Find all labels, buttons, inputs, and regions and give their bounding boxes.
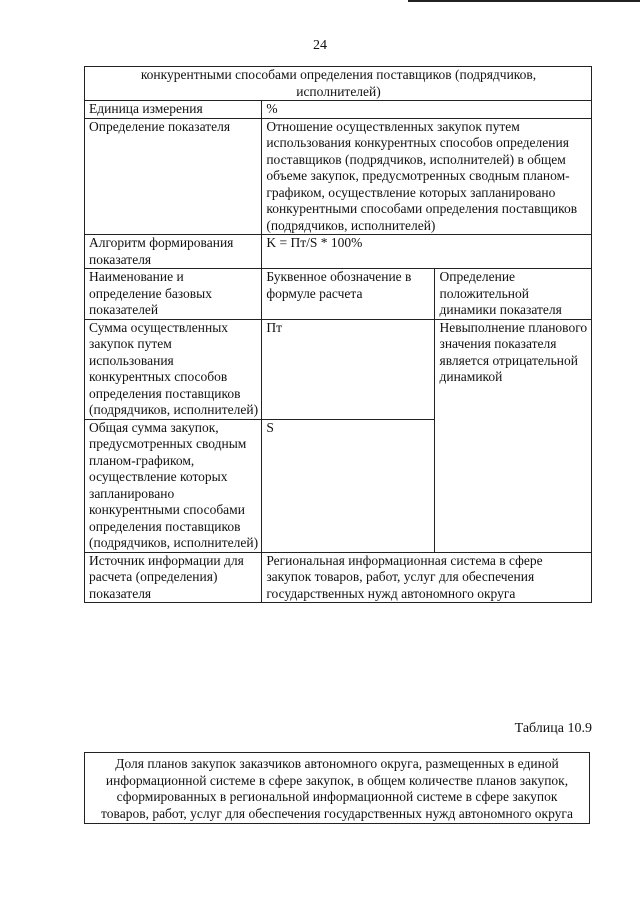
source-value: Региональная информационная система в сфере закупок товаров, работ, услуг для обеспечения государственных нужд автономного округа — [262, 552, 592, 603]
base-indicators-header: Наименование и определение базовых показателей — [85, 269, 262, 320]
definition-value: Отношение осуществленных закупок путем использования конкурентных способов определения поставщиков (подрядчиков, исполнителей) в общем объеме закупок, предусмотренных сводным планом-графиком, осуществление которых запланировано конкурентными способами определения поставщиков (подрядчиков, исполнителей) — [262, 118, 592, 235]
table-row-header-continuation — [85, 67, 592, 101]
table-caption: Таблица 10.9 — [514, 721, 592, 736]
dynamics-header: Определение положительной динамики показателя — [435, 269, 592, 320]
page-number: 24 — [313, 38, 327, 53]
table-row-algorithm — [85, 235, 592, 269]
table-row-definition — [85, 118, 592, 235]
source-label: Источник информации для расчета (определения) показателя — [85, 552, 262, 603]
unit-value: % — [262, 101, 592, 119]
next-indicator-title: Доля планов закупок заказчиков автономного округа, размещенных в единой информационной системе в сфере закупок, в общем количестве планов закупок, сформированных в региональной информационной системе в сфере закупок товаров, работ, услуг для обеспечения государственных нужд автономного округа — [84, 752, 590, 824]
definition-label: Определение показателя — [85, 118, 262, 235]
base-indicator-symbol: Пт — [262, 319, 435, 419]
symbol-header: Буквенное обозначение в формуле расчета — [262, 269, 435, 320]
top-edge-line — [408, 0, 640, 2]
base-indicator-name: Общая сумма закупок, предусмотренных сводным планом-графиком, осуществление которых запланировано конкурентными способами определения поставщиков (подрядчиков, исполнителей) — [85, 419, 262, 552]
indicator-passport-table — [84, 66, 592, 603]
unit-label: Единица измерения — [85, 101, 262, 119]
algorithm-formula: K = Пт/S * 100% — [262, 235, 592, 269]
base-indicator-symbol: S — [262, 419, 435, 552]
table-row-source — [85, 552, 592, 603]
indicator-title-continuation: конкурентными способами определения поставщиков (подрядчиков, исполнителей) — [85, 67, 592, 101]
table-row-unit — [85, 101, 592, 119]
table-row-base-1 — [85, 319, 592, 419]
dynamics-value: Невыполнение планового значения показателя является отрицательной динамикой — [435, 319, 592, 552]
algorithm-label: Алгоритм формирования показателя — [85, 235, 262, 269]
base-indicator-name: Сумма осуществленных закупок путем использования конкурентных способов определения поставщиков (подрядчиков, исполнителей) — [85, 319, 262, 419]
table-row-base-header — [85, 269, 592, 320]
